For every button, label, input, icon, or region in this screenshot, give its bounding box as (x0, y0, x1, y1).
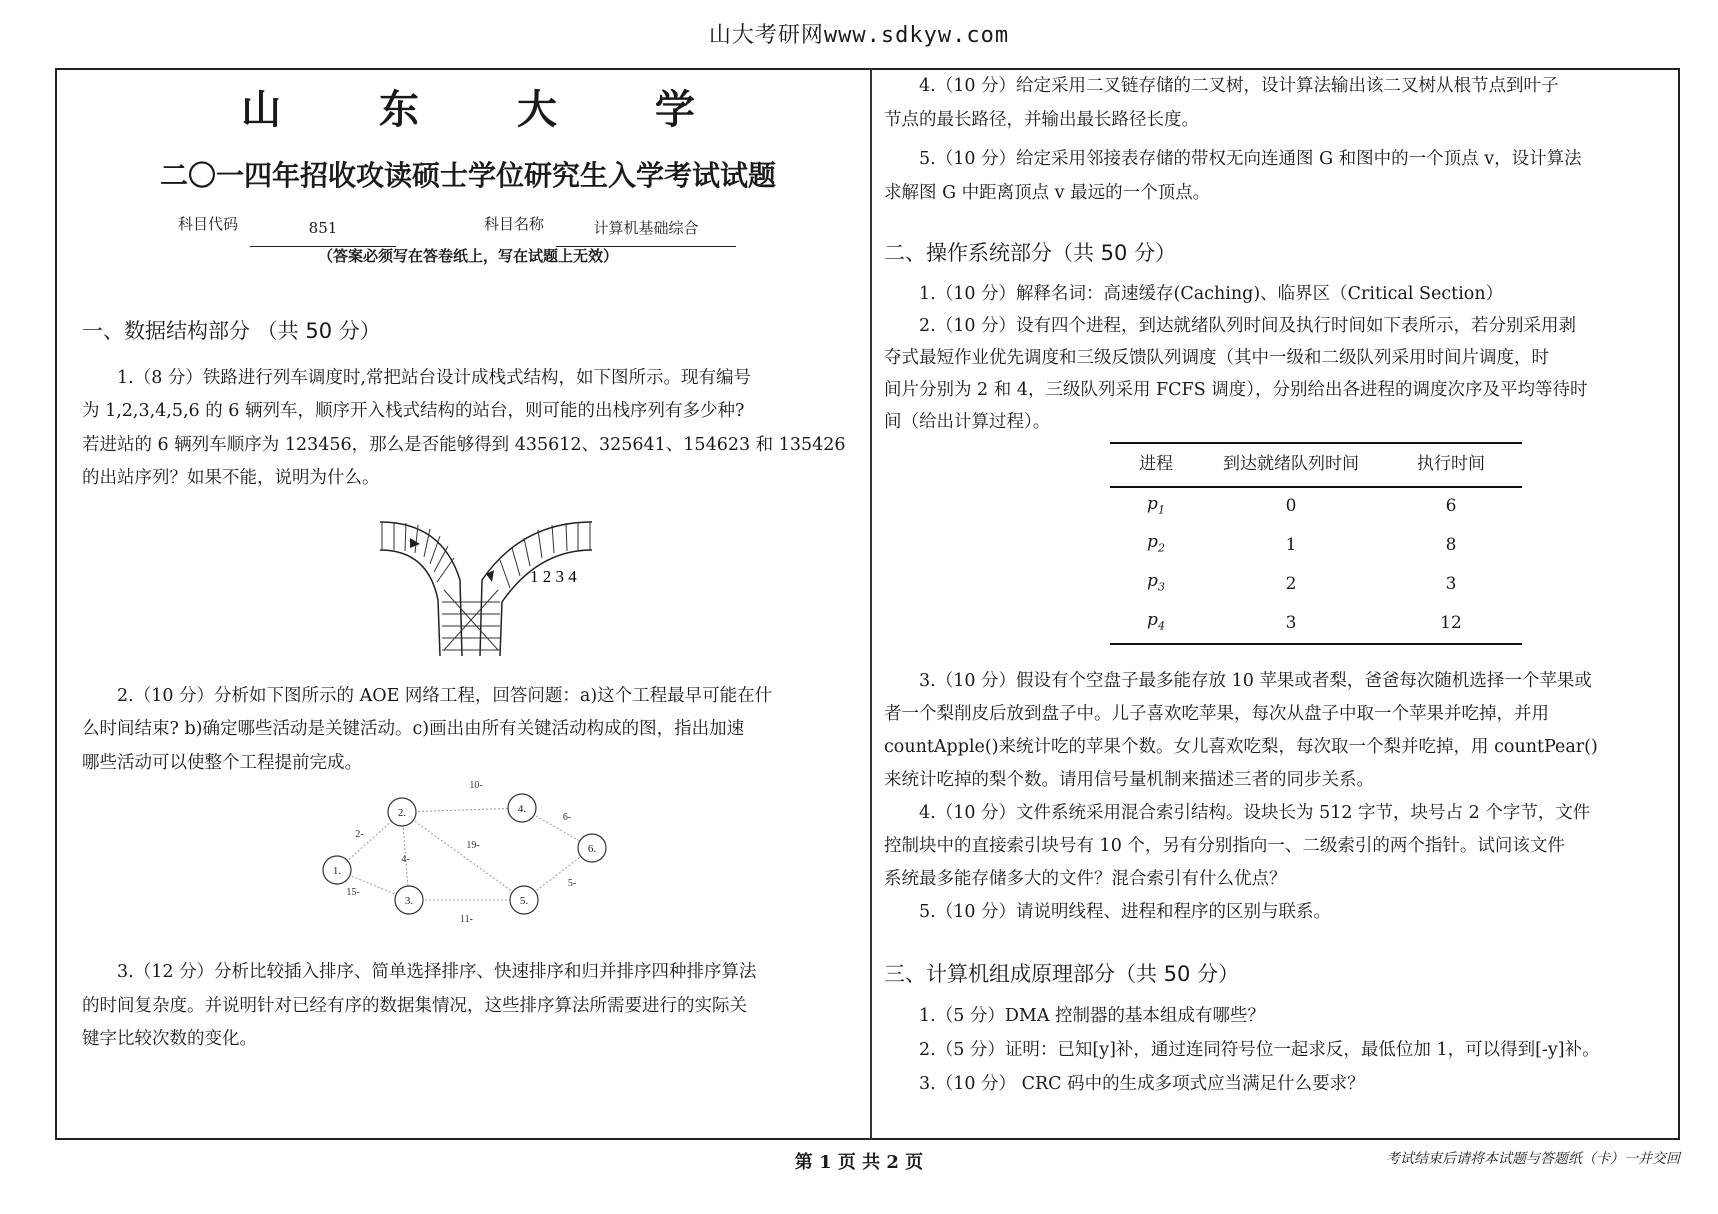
answer-instruction: （答案必须写在答卷纸上，写在试题上无效） (317, 247, 618, 265)
os-questions-2 (884, 665, 1654, 929)
table-row: $p_2$ 1 8 (1110, 526, 1522, 565)
co-q3: 3.（10 分） CRC 码中的生成多项式应当满足什么要求？ (919, 1074, 1365, 1095)
ds-q5-line: 5.（10 分）给定采用邻接表存储的带权无向连通图 G 和图中的一个顶点 v，设计算法 (919, 149, 1582, 169)
arrive-time: 0 (1285, 496, 1297, 517)
aoe-edge-weight: 11- (460, 914, 473, 925)
ds-q1-line: 为 1,2,3,4,5,6 的 6 辆列车，顺序开入栈式结构的站台，则可能的出栈序列有多少种? (82, 401, 745, 421)
return-note: 考试结束后请将本试题与答题纸（卡）一并交回 (1386, 1151, 1680, 1167)
ds-q2-line: 2.（10 分）分析如下图所示的 AOE 网络工程，回答问题：a)这个工程最早可能在什 (117, 685, 773, 706)
exec-time: 6 (1445, 496, 1457, 517)
train-numbers-label: 1 2 3 4 (530, 566, 577, 586)
ds-question-5 (884, 143, 1654, 210)
aoe-node-label: 2. (397, 807, 407, 819)
process-name: p (1147, 493, 1158, 514)
os-q4-line: 控制块中的直接索引块号有 10 个，另有分别指向一、二级索引的两个指针。试问该文件 (884, 836, 1565, 857)
os-q2-line: 夺式最短作业优先调度和三级反馈队列调度（其中一级和二级队列采用时间片调度，时 (884, 348, 1549, 368)
arrive-time: 3 (1202, 604, 1380, 644)
ds-q3-line: 3.（12 分）分析比较插入排序、简单选择排序、快速排序和归并排序四种排序算法 (117, 962, 757, 982)
aoe-edge-weight: 2- (355, 829, 364, 840)
aoe-edge-weight: 6- (562, 812, 572, 823)
arrive-time: 1 (1285, 535, 1297, 556)
ds-q2-line: 么时间结束? b)确定哪些活动是关键活动。c)画出由所有关键活动构成的图，指出加速 (82, 719, 745, 739)
process-table (1110, 442, 1522, 645)
os-q2-line: 间（给出计算过程）。 (884, 412, 1051, 432)
exec-time: 12 (1380, 604, 1522, 644)
ds-question-2 (82, 680, 854, 781)
os-q3-line: 者一个梨削皮后放到盘子中。儿子喜欢吃苹果，每次从盘子中取一个苹果并吃掉，并用 (884, 704, 1549, 725)
aoe-network-figure (82, 780, 854, 940)
ds-q3-line: 的时间复杂度。并说明针对已经有序的数据集情况，这些排序算法所需要进行的实际关 (82, 995, 747, 1016)
ds-q4-line: 节点的最长路径，并输出最长路径长度。 (884, 109, 1199, 130)
table-row: $p_4$ 3 12 (1110, 604, 1522, 644)
subject-code: 851 (250, 212, 396, 247)
ds-question-3 (82, 956, 854, 1057)
os-q5: 5.（10 分）请说明线程、进程和程序的区别与联系。 (919, 902, 1332, 923)
aoe-node-label: 5. (519, 895, 529, 907)
co-q1: 1.（5 分）DMA 控制器的基本组成有哪些？ (919, 1006, 1266, 1027)
ds-q1-line: 的出站序列？如果不能，说明为什么。 (82, 468, 380, 488)
process-name: p (1147, 532, 1158, 553)
subject-code-label: 科目代码 (178, 215, 239, 233)
table-row: $p_1$ 0 6 (1110, 487, 1522, 527)
section-title-os: 二、操作系统部分（共 50 分） (884, 241, 1177, 265)
exec-time: 8 (1445, 535, 1457, 556)
school-name: 山 东 大 学 (241, 86, 737, 133)
co-q2: 2.（5 分）证明：已知[y]补，通过连同符号位一起求反，最低位加 1，可以得到[-y]补。 (919, 1040, 1600, 1061)
table-header: 进程 (1110, 443, 1202, 487)
header-url: 山大考研网www.sdkyw.com (708, 23, 1010, 48)
os-q1: 1.（10 分）解释名词：高速缓存(Caching)、临界区（Critical Section） (919, 284, 1504, 304)
column-divider (870, 68, 872, 1140)
arrow-icon (410, 538, 420, 548)
ds-q5-line: 求解图 G 中距离顶点 v 最远的一个顶点。 (884, 182, 1211, 203)
arrive-time: 2 (1285, 573, 1297, 594)
aoe-edge (402, 808, 522, 812)
left-track-inner (380, 550, 440, 656)
ds-question-1 (82, 362, 854, 496)
process-name: p (1147, 571, 1158, 592)
aoe-edge (402, 812, 524, 900)
aoe-edge-weight: 19- (466, 840, 480, 851)
right-column (884, 70, 1654, 1101)
process-name: p (1147, 610, 1158, 631)
ds-question-4 (884, 70, 1654, 137)
section-title-ds: 一、数据结构部分 （共 50 分） (82, 318, 381, 343)
ds-q1-line: 若进站的 6 辆列车顺序为 123456，那么是否能够得到 435612、325641、154623 和 135426 (82, 434, 846, 455)
ds-q1-line: 1.（8 分）铁路进行列车调度时,常把站台设计成栈式结构，如下图所示。现有编号 (117, 367, 751, 388)
aoe-edge-weight: 5- (567, 878, 577, 889)
aoe-edge-weight: 4- (401, 854, 410, 865)
os-q3-line: 3.（10 分）假设有个空盘子最多能存放 10 苹果或者梨，爸爸每次随机选择一个苹果或 (919, 671, 1592, 692)
subject-row (82, 204, 854, 238)
aoe-node-label: 6. (587, 843, 597, 855)
exam-title: 二〇一四年招收攻读硕士学位研究生入学考试试题 (159, 159, 776, 192)
ds-q4-line: 4.（10 分）给定采用二叉链存储的二叉树，设计算法输出该二叉树从根节点到叶子 (919, 76, 1559, 96)
page-number: 第 1 页 共 2 页 (794, 1152, 924, 1173)
os-q3-line: 来统计吃掉的梨个数。请用信号量机制来描述三者的同步关系。 (884, 770, 1374, 791)
aoe-edge-weight: 15- (346, 887, 360, 898)
os-q2-line: 2.（10 分）设有四个进程，到达就绪队列时间及执行时间如下表所示，若分别采用剥 (919, 316, 1577, 336)
left-column (82, 70, 854, 1057)
os-q3-line: countApple()来统计吃的苹果个数。女儿喜欢吃梨，每次取一个梨并吃掉，用 countPear() (884, 737, 1598, 758)
aoe-node-label: 4. (517, 803, 527, 815)
table-header: 执行时间 (1380, 443, 1522, 487)
right-track-outer (480, 522, 592, 656)
co-questions (884, 999, 1654, 1101)
table-header: 到达就绪队列时间 (1202, 443, 1380, 487)
table-header-row (1110, 443, 1522, 487)
aoe-node-label: 3. (404, 895, 414, 907)
os-q4-line: 4.（10 分）文件系统采用混合索引结构。设块长为 512 字节，块号占 2 个字节，文件 (919, 803, 1591, 824)
left-track-outer (380, 522, 462, 656)
aoe-edge-weight: 10- (469, 780, 483, 791)
ds-q3-line: 键字比较次数的变化。 (82, 1029, 257, 1049)
subject-name: 计算机基础综合 (556, 212, 736, 247)
ds-q2-line: 哪些活动可以使整个工程提前完成。 (82, 752, 362, 773)
aoe-node-label: 1. (332, 865, 342, 877)
os-questions (884, 278, 1654, 438)
table-row: $p_3$ 2 3 (1110, 565, 1522, 604)
right-track-inner (500, 550, 592, 656)
subject-name-label: 科目名称 (484, 215, 545, 233)
exec-time: 3 (1445, 573, 1457, 594)
os-q2-line: 间片分别为 2 和 4，三级队列采用 FCFS 调度），分别给出各进程的调度次序及平均等待时 (884, 380, 1588, 400)
section-title-co: 三、计算机组成原理部分（共 50 分） (884, 962, 1240, 987)
railway-stack-figure (82, 510, 854, 660)
os-q4-line: 系统最多能存储多大的文件？混合索引有什么优点？ (884, 869, 1287, 890)
